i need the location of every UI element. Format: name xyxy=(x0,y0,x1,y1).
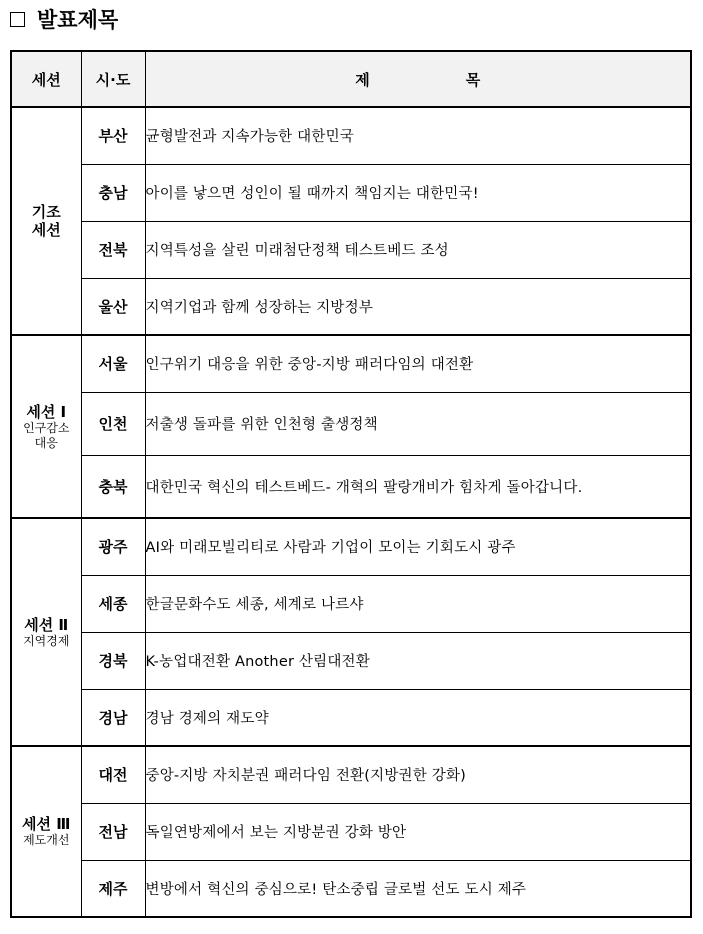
table-row xyxy=(11,860,691,917)
region-cell: 서울 xyxy=(81,335,145,392)
session-subtitle: 지역경제 xyxy=(23,633,70,648)
title-cell: 경남 경제의 재도약 xyxy=(145,689,691,746)
header-title-left: 제 xyxy=(355,70,370,89)
table-row xyxy=(11,689,691,746)
table-row xyxy=(11,803,691,860)
title-cell: 한글문화수도 세종, 세계로 나르샤 xyxy=(145,575,691,632)
region-cell: 부산 xyxy=(81,107,145,164)
title-cell: 균형발전과 지속가능한 대한민국 xyxy=(145,107,691,164)
title-cell: 저출생 돌파를 위한 인천형 출생정책 xyxy=(145,392,691,455)
region-cell: 충남 xyxy=(81,164,145,221)
table-row xyxy=(11,107,691,164)
session-3 xyxy=(11,746,81,917)
session-subtitle: 제도개선 xyxy=(23,833,70,848)
region-cell: 울산 xyxy=(81,278,145,335)
region-cell: 광주 xyxy=(81,518,145,575)
header-region: 시·도 xyxy=(81,51,145,107)
page-title xyxy=(10,4,118,34)
session-name: 세션 Ⅲ xyxy=(22,815,71,834)
title-cell: 대한민국 혁신의 테스트베드- 개혁의 팔랑개비가 힘차게 돌아갑니다. xyxy=(145,455,691,518)
region-cell: 충북 xyxy=(81,455,145,518)
title-cell: 지역기업과 함께 성장하는 지방정부 xyxy=(145,278,691,335)
session-name: 기조 xyxy=(31,203,61,221)
header-title-right: 목 xyxy=(465,70,481,89)
header-title xyxy=(145,51,691,107)
table-row xyxy=(11,164,691,221)
presentation-table xyxy=(10,50,692,918)
table-header-row xyxy=(11,51,691,107)
table-row xyxy=(11,392,691,455)
title-cell: AI와 미래모빌리티로 사람과 기업이 모이는 기회도시 광주 xyxy=(145,518,691,575)
table-row xyxy=(11,518,691,575)
title-cell: 중앙-지방 자치분권 패러다임 전환(지방권한 강화) xyxy=(145,746,691,803)
session-keynote xyxy=(11,107,81,335)
page-title-text: 발표제목 xyxy=(37,8,119,32)
session-name: 세션 Ⅱ xyxy=(24,615,69,634)
session-1 xyxy=(11,335,81,518)
region-cell: 경남 xyxy=(81,689,145,746)
title-cell: 지역특성을 살린 미래첨단정책 테스트베드 조성 xyxy=(145,221,691,278)
region-cell: 제주 xyxy=(81,860,145,917)
table-row xyxy=(11,221,691,278)
region-cell: 세종 xyxy=(81,575,145,632)
table-row xyxy=(11,746,691,803)
table-row xyxy=(11,278,691,335)
session-name-line2: 세션 xyxy=(31,221,61,239)
table-row xyxy=(11,632,691,689)
session-subtitle-line2: 대응 xyxy=(34,435,58,450)
title-cell: 변방에서 혁신의 중심으로! 탄소중립 글로벌 선도 도시 제주 xyxy=(145,860,691,917)
table-row xyxy=(11,335,691,392)
title-cell: 아이를 낳으면 성인이 될 때까지 책임지는 대한민국! xyxy=(145,164,691,221)
region-cell: 전북 xyxy=(81,221,145,278)
region-cell: 경북 xyxy=(81,632,145,689)
table-row xyxy=(11,575,691,632)
session-name: 세션 Ⅰ xyxy=(26,403,67,422)
title-cell: 독일연방제에서 보는 지방분권 강화 방안 xyxy=(145,803,691,860)
checkbox-square-icon xyxy=(10,12,25,27)
region-cell: 인천 xyxy=(81,392,145,455)
table-row xyxy=(11,455,691,518)
region-cell: 대전 xyxy=(81,746,145,803)
session-2 xyxy=(11,518,81,746)
region-cell: 전남 xyxy=(81,803,145,860)
header-session: 세션 xyxy=(11,51,81,107)
session-subtitle: 인구감소 xyxy=(23,421,70,436)
title-cell: K-농업대전환 Another 산림대전환 xyxy=(145,632,691,689)
title-cell: 인구위기 대응을 위한 중앙-지방 패러다임의 대전환 xyxy=(145,335,691,392)
